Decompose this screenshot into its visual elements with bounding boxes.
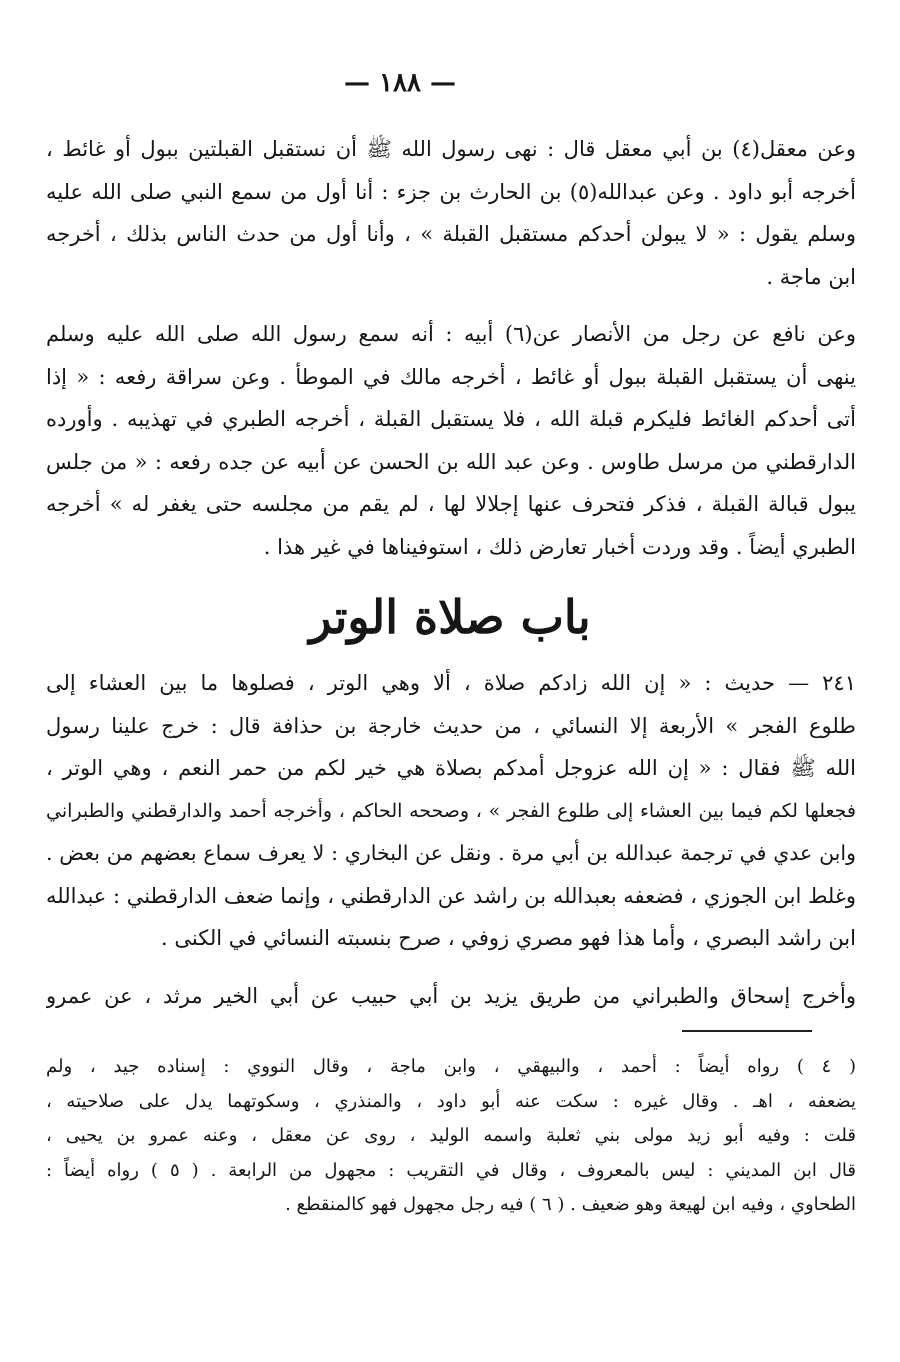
paragraph-2 bbox=[46, 313, 856, 568]
footnote-separator bbox=[682, 1030, 812, 1032]
footnote-line: يضعفه ، اهـ . وقال غيره : سكت عنه أبو داود ، والمنذري ، وسكوتهما يدل على صلاحيته ، bbox=[46, 1090, 856, 1112]
page-number: — ١٨٨ — bbox=[343, 68, 457, 98]
text-line: ٢٤١ — حديث : « إن الله زادكم صلاة ، ألا وهي الوتر ، فصلوها ما بين العشاء إلى bbox=[46, 671, 856, 695]
text-line: أتى أحدكم الغائط فليكرم قبلة الله ، فلا يستقبل القبلة ، أخرجه الطبري في تهذيبه . وأورده bbox=[46, 407, 856, 431]
text-line: ابن ماجة . bbox=[766, 264, 856, 289]
text-line: وابن عدي في ترجمة عبدالله بن أبي مرة . ونقل عن البخاري : لا يعرف سماع بعضهم من بعض . bbox=[46, 841, 856, 865]
footnote-line: ( ٤ ) رواه أيضاً : أحمد ، والبيهقي ، وابن ماجة ، وقال النووي : إسناده جيد ، ولم bbox=[46, 1056, 856, 1077]
text-line: وعن معقل(٤) بن أبي معقل قال : نهى رسول الله ﷺ أن نستقبل القبلتين ببول أو غائط ، bbox=[46, 137, 856, 161]
footnote-line: قال ابن المديني : ليس بالمعروف ، وقال في التقريب : مجهول من الرابعة . ( ٥ ) رواه أيضاً : bbox=[46, 1159, 856, 1181]
text-line: الطبري أيضاً . وقد وردت أخبار تعارض ذلك ، استوفيناها في غير هذا . bbox=[263, 534, 856, 559]
text-line: وسلم يقول : « لا يبولن أحدكم مستقبل القبلة » ، وأنا أول من حدث الناس بذلك ، أخرجه bbox=[46, 222, 856, 246]
text-line: طلوع الفجر » الأربعة إلا النسائي ، من حديث خارجة بن حذافة قال : خرج علينا رسول bbox=[46, 713, 856, 738]
text-line: وغلط ابن الجوزي ، فضعفه بعبدالله بن راشد عن الدارقطني ، وإنما ضعف الدارقطني : عبدالله bbox=[46, 883, 856, 908]
footnote-line: الطحاوي ، وفيه ابن لهيعة وهو ضعيف . ( ٦ ) فيه رجل مجهول فهو كالمنقطع . bbox=[285, 1194, 856, 1215]
section-heading: باب صلاة الوتر bbox=[309, 590, 591, 644]
footnote-line: قلت : وفيه أبو زيد مولى بني ثعلبة واسمه الوليد ، روى عن معقل ، وعنه عمرو بن يحيى ، bbox=[46, 1125, 856, 1146]
text-line: الله ﷺ فقال : « إن الله عزوجل أمدكم بصلاة هي خير لكم من حمر النعم ، وهي الوتر ، bbox=[46, 756, 856, 780]
paragraph-3 bbox=[46, 662, 856, 960]
text-line: وعن نافع عن رجل من الأنصار عن(٦) أبيه : أنه سمع رسول الله صلى الله عليه وسلم bbox=[46, 322, 856, 346]
text-line: فجعلها لكم فيما بين العشاء إلى طلوع الفجر » ، وصححه الحاكم ، وأخرجه أحمد والدارقطني والطبراني bbox=[46, 799, 856, 822]
text-line: ابن راشد البصري ، وأما هذا فهو مصري زوفي ، صرح بنسبته النسائي في الكنى . bbox=[161, 926, 856, 950]
footnotes bbox=[46, 1050, 856, 1223]
text-line: أخرجه أبو داود . وعن عبدالله(٥) بن الحارث بن جزء : أنا أول من سمع النبي صلى الله عليه bbox=[46, 179, 856, 204]
paragraph-4 bbox=[46, 975, 856, 1018]
text-line: وأخرج إسحاق والطبراني من طريق يزيد بن أبي حبيب عن أبي الخير مرثد ، عن عمرو bbox=[46, 984, 856, 1008]
paragraph-1 bbox=[46, 128, 856, 298]
text-line: يبول قبالة القبلة ، فذكر فتحرف عنها إجلالا لها ، لم يقم من مجلسه حتى يغفر له » أخرجه bbox=[46, 492, 856, 516]
text-line: الدارقطني من مرسل طاوس . وعن عبد الله بن الحسن عن أبيه عن جده رفعه : « من جلس bbox=[46, 449, 856, 474]
text-line: ينهى أن يستقبل القبلة ببول أو غائط ، أخرجه مالك في الموطأ . وعن سراقة رفعه : « إذا bbox=[46, 364, 856, 389]
